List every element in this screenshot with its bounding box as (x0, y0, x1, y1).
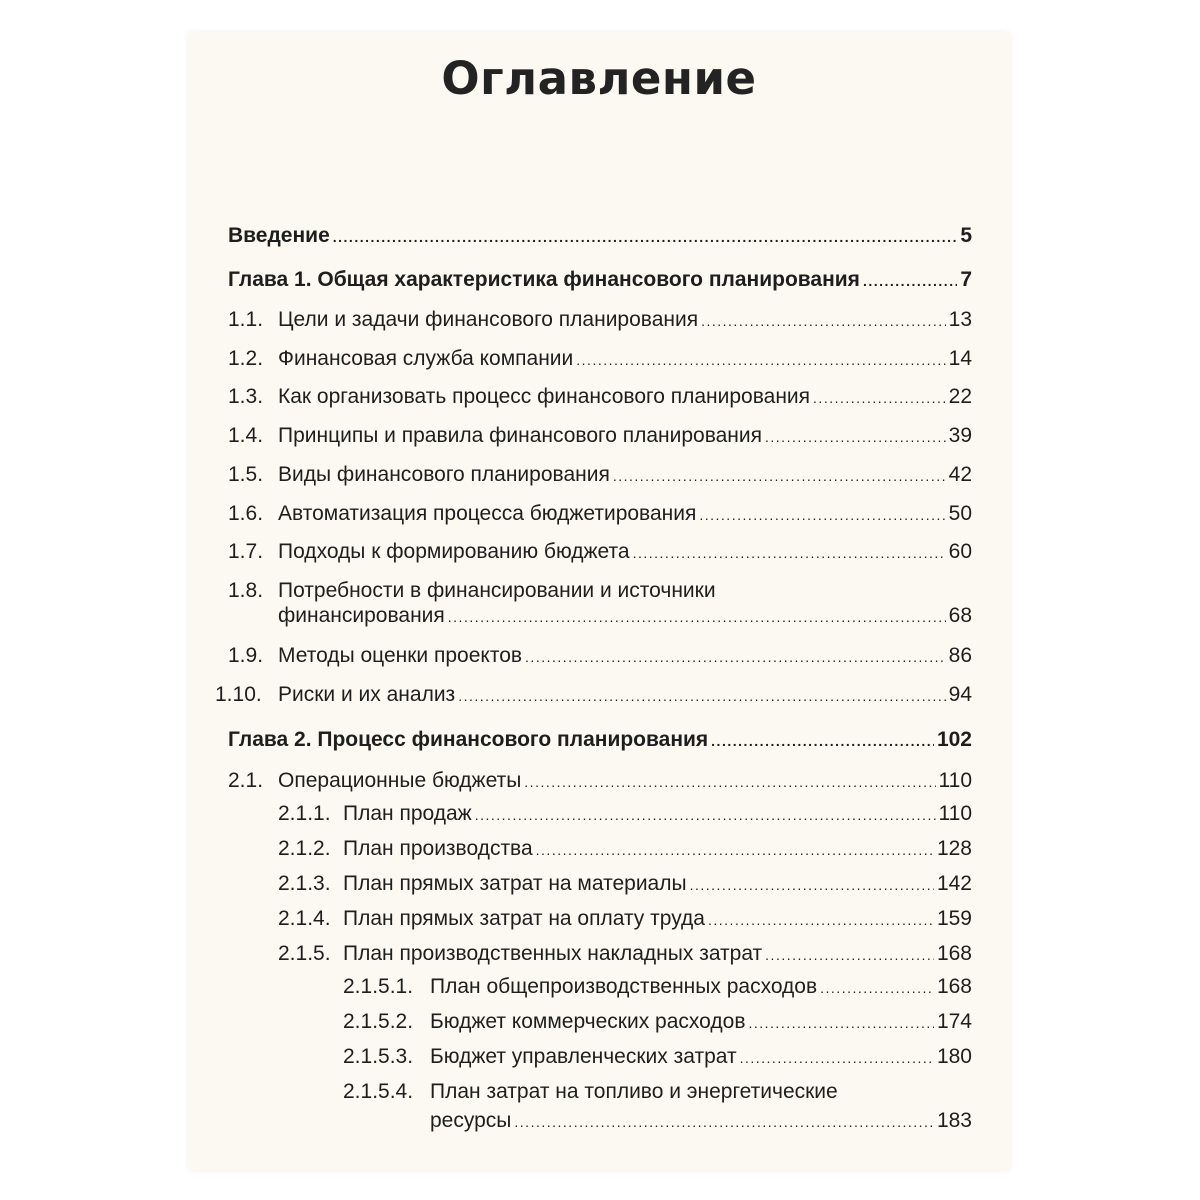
dot-leader (701, 314, 946, 328)
dot-leader (765, 948, 934, 962)
dot-leader (333, 230, 958, 244)
toc-entry-number: 2.1.5.2. (343, 1010, 414, 1033)
toc-entry-page: 183 (936, 1109, 972, 1132)
toc-entry-text: Цели и задачи финансового планирования (278, 308, 699, 331)
toc-entry-page: 94 (948, 683, 972, 706)
toc-entry-number: 2.1.5.1. (343, 975, 414, 998)
dot-leader (690, 878, 934, 892)
toc-entry-page: 86 (948, 644, 972, 667)
toc-entry-text: Риски и их анализ (278, 683, 456, 706)
dot-leader (536, 843, 934, 857)
toc-entry-page: 174 (936, 1010, 972, 1033)
toc-entry-number: 2.1.5. (278, 942, 331, 965)
toc-entry-number: 1.4. (228, 424, 264, 447)
toc-entry-text: Бюджет управленческих затрат (430, 1045, 737, 1068)
toc-entry-text-first-line: План затрат на топливо и энергетические (430, 1080, 838, 1103)
toc-entry-page: 128 (936, 837, 972, 860)
toc-entry-text: План общепроизводственных расходов (430, 975, 818, 998)
dot-leader (765, 430, 946, 444)
toc-entry-text: План продаж (343, 802, 472, 825)
toc-entry-page: 68 (948, 604, 972, 627)
toc-entry-text: финансирования (278, 604, 445, 627)
toc-entry-page: 5 (960, 224, 972, 247)
toc-entry-text: Финансовая служба компании (278, 347, 574, 370)
toc-entry-text-first-line: Потребности в финансировании и источники (278, 579, 716, 602)
page-title: Оглавление (441, 52, 757, 105)
toc-entry-number: 2.1.3. (278, 872, 331, 895)
toc-entry-text: Как организовать процесс финансового планирования (278, 385, 811, 408)
toc-entry-text: Принципы и правила финансового планирования (278, 424, 763, 447)
toc-entry-page: 60 (948, 540, 972, 563)
toc-entry-number: 1.5. (228, 463, 264, 486)
toc-entry-number: 1.8. (228, 579, 264, 602)
dot-leader (613, 469, 946, 483)
dot-leader (863, 274, 957, 288)
toc-entry-number: 2.1.5.4. (343, 1080, 414, 1103)
toc-entry-number: 2.1. (228, 769, 264, 792)
toc-entry-text: Глава 2. Процесс финансового планирования (228, 728, 709, 751)
toc-entry-text: Виды финансового планирования (278, 463, 610, 486)
toc-entry-page: 110 (938, 769, 972, 792)
toc-entry-number: 1.2. (228, 347, 264, 370)
toc-entry-text: Операционные бюджеты (278, 769, 522, 792)
dot-leader (514, 1115, 934, 1129)
toc-entry-number: 2.1.2. (278, 837, 331, 860)
toc-entry-text: План прямых затрат на материалы (343, 872, 687, 895)
toc-entry-page: 102 (936, 728, 972, 751)
toc-entry-page: 50 (948, 502, 972, 525)
toc-entry-page: 13 (948, 308, 972, 331)
dot-leader (820, 981, 934, 995)
toc-entry-text: Глава 1. Общая характеристика финансового планирования (228, 268, 860, 291)
toc-entry-page: 168 (936, 942, 972, 965)
dot-leader (448, 610, 946, 624)
toc-entry-text: Введение (228, 224, 330, 247)
dot-leader (813, 391, 946, 405)
toc-entry-number: 2.1.4. (278, 907, 331, 930)
dot-leader (740, 1051, 934, 1065)
toc-entry-page: 180 (936, 1045, 972, 1068)
toc-entry-number: 1.6. (228, 502, 264, 525)
dot-leader (748, 1016, 933, 1030)
toc-entry-page: 168 (936, 975, 972, 998)
toc-entry-number: 2.1.1. (278, 802, 331, 825)
toc-entry-page: 42 (948, 463, 972, 486)
toc-entry-text: ресурсы (430, 1109, 512, 1132)
toc-entry-page: 159 (936, 907, 972, 930)
toc-entry-page: 110 (938, 802, 972, 825)
toc-entry-number: 1.1. (228, 308, 264, 331)
toc-entry-text: Автоматизация процесса бюджетирования (278, 502, 697, 525)
dot-leader (711, 734, 934, 748)
toc-entry-text: План производства (343, 837, 533, 860)
toc-entry-number: 1.7. (228, 540, 264, 563)
toc-entry-text: Бюджет коммерческих расходов (430, 1010, 746, 1033)
toc-entry-text: План производственных накладных затрат (343, 942, 763, 965)
dot-leader (708, 913, 934, 927)
dot-leader (576, 353, 945, 367)
toc-entry-page: 7 (960, 268, 972, 291)
dot-leader (524, 775, 935, 789)
toc-entry-number: 1.9. (228, 644, 264, 667)
dot-leader (633, 546, 946, 560)
toc-entry-page: 142 (936, 872, 972, 895)
toc-entry-text: План прямых затрат на оплату труда (343, 907, 705, 930)
toc-entry-number: 1.10. (215, 683, 262, 706)
toc-entry-text: Методы оценки проектов (278, 644, 523, 667)
dot-leader (525, 650, 946, 664)
toc-entry-text: Подходы к формированию бюджета (278, 540, 630, 563)
toc-entry-page: 22 (948, 385, 972, 408)
toc-entry-number: 2.1.5.3. (343, 1045, 414, 1068)
toc-entry-page: 14 (948, 347, 972, 370)
dot-leader (458, 689, 945, 703)
toc-entry-page: 39 (948, 424, 972, 447)
dot-leader (475, 808, 936, 822)
toc-entry-number: 1.3. (228, 385, 264, 408)
dot-leader (699, 508, 945, 522)
